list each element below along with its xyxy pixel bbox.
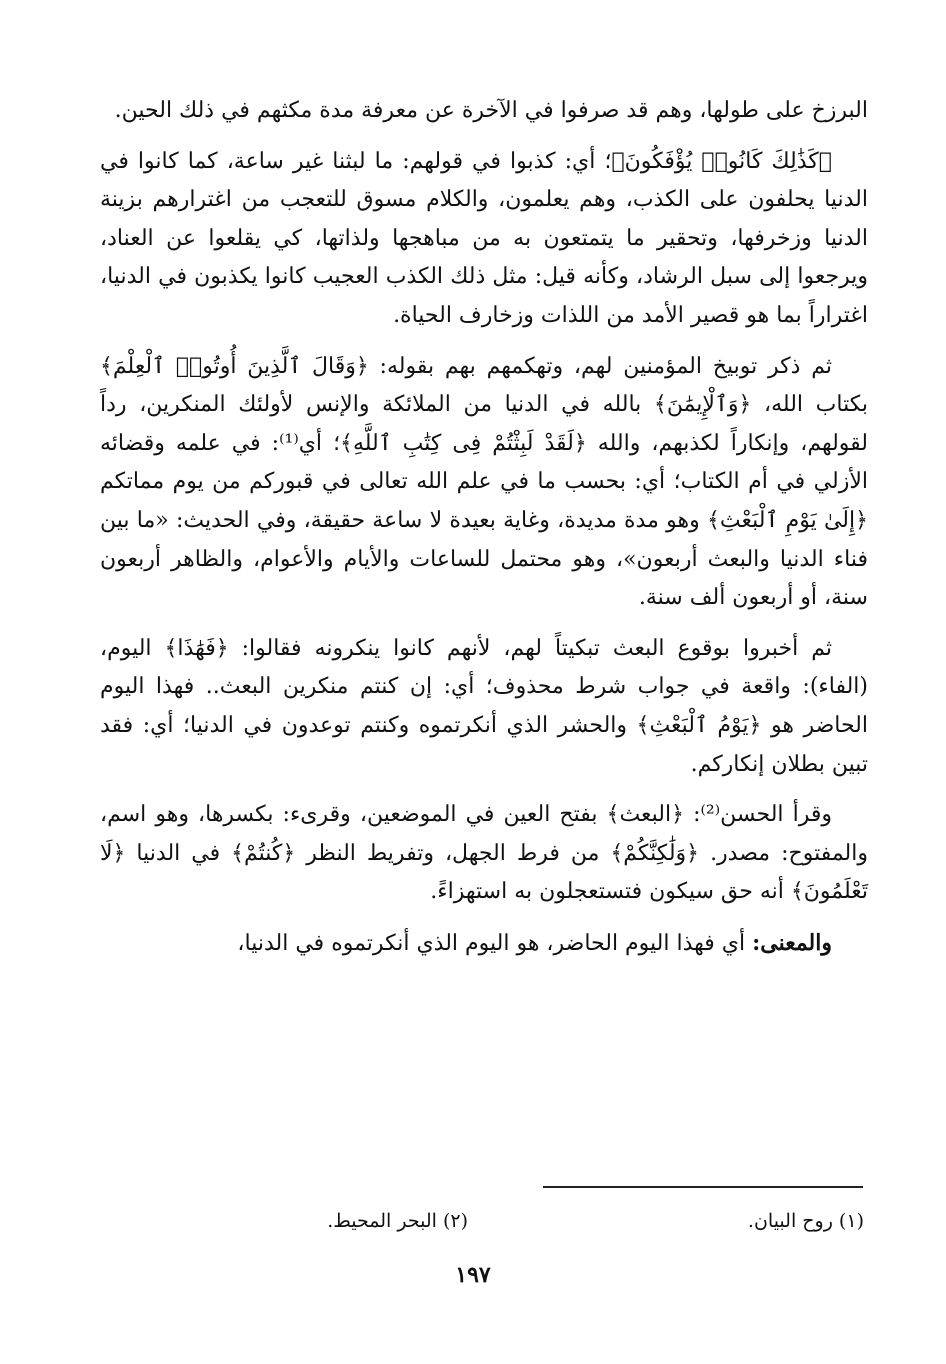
meaning-label: والمعنى:	[752, 929, 832, 956]
paragraph-2: ﴿كَذَٰلِكَ كَانُوا۟ يُؤْفَكُونَ﴾؛ أي: كذبوا في قولهم: ما لبثنا غير ساعة، كما كانوا في الدنيا يحلفون على الكذب، وهم يعلمون، والكلام مسوق للتعجب من اغترارهم بزينة الدنيا وزخرفها، وتحقير ما يتمتعون به من مباهجها ولذاتها، كي يقلعوا عن العناد، ويرجعوا إلى سبل الرشاد، وكأنه قيل: مثل ذلك الكذب العجيب كانوا يكذبون في الدنيا، اغتراراً بما هو قصير الأمد من اللذات وزخارف الحياة.	[100, 148, 868, 328]
page-number: ١٩٧	[455, 1262, 491, 1288]
paragraph-4: ثم أخبروا بوقوع البعث تبكيتاً لهم، لأنهم كانوا ينكرونه فقالوا: ﴿فَهَٰذَا﴾ اليوم، (الفاء): واقعة في جواب شرط محذوف؛ أي: إن كنتم منكرين البعث.. فهذا اليوم الحاضر هو ﴿يَوْمُ ٱلْبَعْثِ﴾ والحشر الذي أنكرتموه وكنتم توعدون في الدنيا؛ أي: فقد تبين بطلان إنكاركم.	[100, 635, 868, 777]
footnote-2: (٢) البحر المحيط.	[327, 1210, 468, 1232]
paragraph-3: ثم ذكر توبيخ المؤمنين لهم، وتهكمهم بهم بقوله: ﴿وَقَالَ ٱلَّذِينَ أُوتُوا۟ ٱلْعِلْمَ﴾ بكتاب الله، ﴿وَٱلْإِيمَٰنَ﴾ بالله في الدنيا من الملائكة والإنس لأولئك المنكرين، رداً لقولهم، وإنكاراً لكذبهم، والله ﴿لَقَدْ لَبِثْتُمْ فِى كِتَٰبِ ٱللَّهِ﴾؛ أي⁽¹⁾: في علمه وقضائه الأزلي في أم الكتاب؛ أي: بحسب ما في علم الله تعالى في قبوركم من يوم مماتكم ﴿إِلَىٰ يَوْمِ ٱلْبَعْثِ﴾ وهو مدة مديدة، وغاية بعيدة لا ساعة حقيقة، وفي الحديث: «ما بين فناء الدنيا والبعث أربعون»، وهو محتمل للساعات والأيام والأعوام، والظاهر أربعون سنة، أو أربعون ألف سنة.	[100, 353, 868, 611]
footnote-1: (١) روح البيان.	[747, 1210, 864, 1232]
footnote-divider	[543, 1186, 863, 1188]
paragraph-1: البرزخ على طولها، وهم قد صرفوا في الآخرة عن معرفة مدة مكثهم في ذلك الحين.	[114, 98, 868, 123]
footnotes	[100, 1206, 868, 1238]
main-text	[100, 92, 868, 975]
paragraph-6	[100, 924, 868, 964]
meaning-text: أي فهذا اليوم الحاضر، هو اليوم الذي أنكرتموه في الدنيا،	[237, 930, 753, 956]
paragraph-5: وقرأ الحسن⁽²⁾: ﴿البعث﴾ بفتح العين في الموضعين، وقرىء: بكسرها، وهو اسم، والمفتوح: مصدر. ﴿وَلَٰكِنَّكُمْ﴾ من فرط الجهل، وتفريط النظر ﴿كُنتُمْ﴾ في الدنيا ﴿لَا تَعْلَمُونَ﴾ أنه حق سيكون فتستعجلون به استهزاءً.	[100, 802, 868, 905]
